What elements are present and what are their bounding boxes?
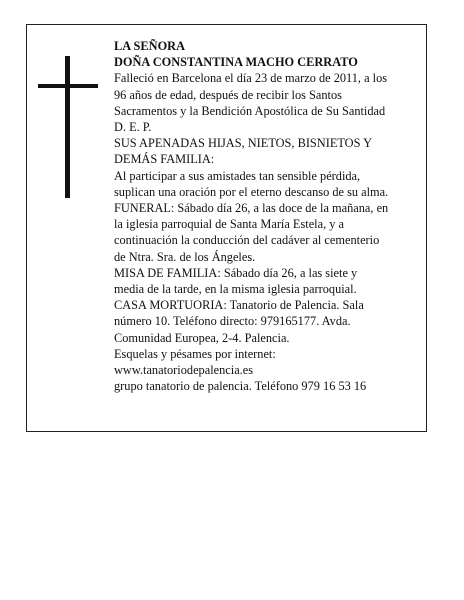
text-line: Sacramentos y la Bendición Apostólica de Su Santidad [114, 103, 386, 118]
text-line: suplican una oración por el eterno descanso de su alma. [114, 184, 389, 199]
text-line: 96 años de edad, después de recibir los Santos [114, 87, 342, 102]
title-line: LA SEÑORA [114, 39, 185, 53]
deceased-name: DOÑA CONSTANTINA MACHO CERRATO [114, 55, 358, 70]
text-line: DEMÁS FAMILIA: [114, 152, 215, 167]
cross-vertical-bar [65, 56, 70, 198]
website-line: www.tanatoriodepalencia.es [114, 363, 254, 378]
text-line: D. E. P. [114, 120, 152, 135]
text-line: Al participar a sus amistades tan sensible pérdida, [114, 168, 361, 183]
text-line: la iglesia parroquial de Santa María Estela, y a [114, 217, 344, 232]
text-line: CASA MORTUORIA: Tanatorio de Palencia. Sala [114, 298, 364, 313]
text-line: FUNERAL: Sábado día 26, a las doce de la mañana, en [114, 201, 389, 216]
cross-icon [38, 56, 98, 198]
text-line: Falleció en Barcelona el día 23 de marzo de 2011, a los [114, 71, 388, 86]
cross-horizontal-bar [38, 84, 98, 88]
obituary-text [114, 38, 416, 394]
text-line: MISA DE FAMILIA: Sábado día 26, a las siete y [114, 265, 358, 280]
text-line: número 10. Teléfono directo: 979165177. Avda. [114, 314, 351, 329]
text-line: grupo tanatorio de palencia. Teléfono 979 16 53 16 [114, 379, 367, 394]
text-line: continuación la conducción del cadáver al cementerio [114, 233, 380, 248]
text-line: SUS APENADAS HIJAS, NIETOS, BISNIETOS Y [114, 136, 373, 151]
text-line: media de la tarde, en la misma iglesia parroquial. [114, 282, 357, 297]
text-line: de Ntra. Sra. de los Ángeles. [114, 249, 256, 264]
text-line: Comunidad Europea, 2-4. Palencia. [114, 330, 290, 345]
text-line: Esquelas y pésames por internet: [114, 346, 276, 361]
